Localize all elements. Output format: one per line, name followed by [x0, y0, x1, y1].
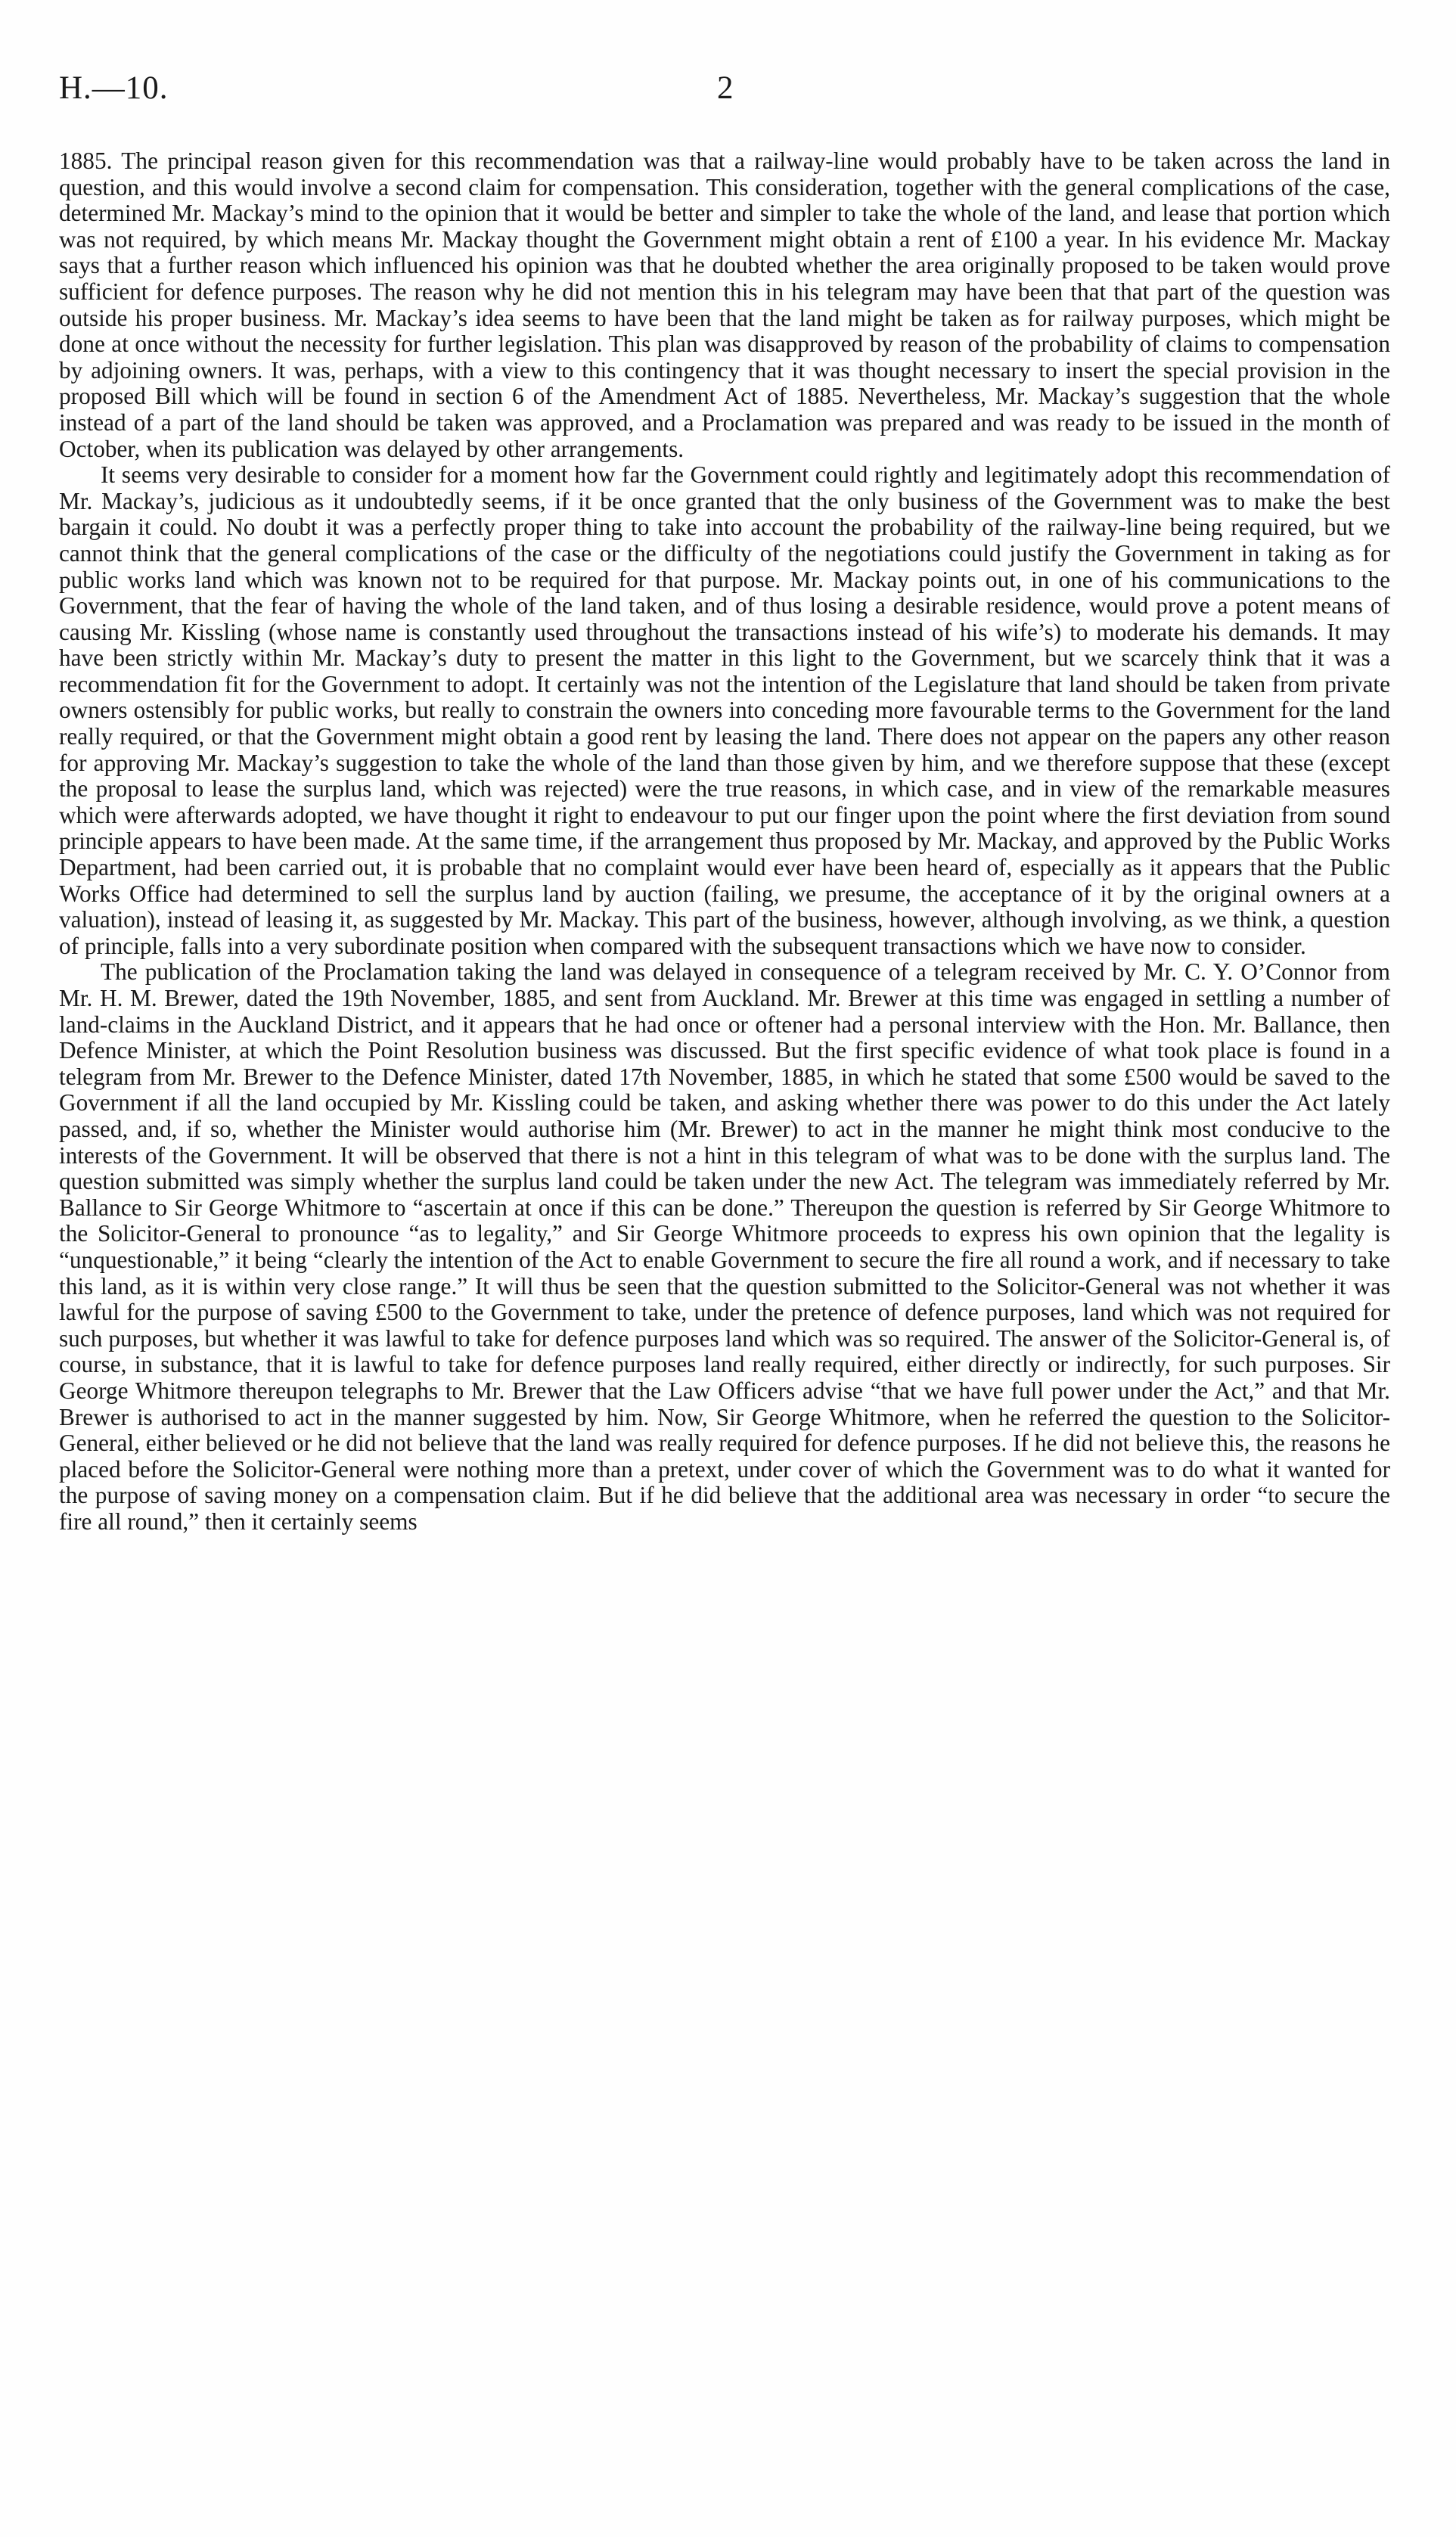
document-body: [59, 148, 1390, 1535]
paragraph: It seems very desirable to consider for a moment how far the Government could rightly and legitimately adopt this recommendation of Mr. Mackay’s, judicious as it undoubtedly seems, if it be once granted that the only business of the Government was to make the best bargain it could. No doubt it was a perfectly proper thing to take into account the probability of the railway-line being required, but we cannot think that the general complications of the case or the difficulty of the negotiations could justify the Government in taking as for public works land which was known not to be required for that purpose. Mr. Mackay points out, in one of his communications to the Government, that the fear of having the whole of the land taken, and of thus losing a desirable residence, would prove a potent means of causing Mr. Kissling (whose name is constantly used throughout the transactions instead of his wife’s) to moderate his demands. It may have been strictly within Mr. Mackay’s duty to present the matter in this light to the Government, but we scarcely think that it was a recommendation fit for the Government to adopt. It certainly was not the intention of the Legislature that land should be taken from private owners ostensibly for public works, but really to constrain the owners into conceding more favourable terms to the Government for the land really required, or that the Government might obtain a good rent by leasing the land. There does not appear on the papers any other reason for approving Mr. Mackay’s suggestion to take the whole of the land than those given by him, and we therefore suppose that these (except the proposal to lease the surplus land, which was rejected) were the true reasons, in which case, and in view of the remarkable measures which were afterwards adopted, we have thought it right to endeavour to put our finger upon the point where the first deviation from sound principle appears to have been made. At the same time, if the arrangement thus proposed by Mr. Mackay, and approved by the Public Works Department, had been carried out, it is probable that no complaint would ever have been heard of, especially as it appears that the Public Works Office had determined to sell the surplus land by auction (failing, we presume, the acceptance of it by the original owners at a valuation), instead of leasing it, as suggested by Mr. Mackay. This part of the business, however, although involving, as we think, a question of principle, falls into a very subordinate position when compared with the subsequent transactions which we have now to consider.: [59, 461, 1390, 959]
paragraph-continuation: 1885. The principal reason given for this recommendation was that a railway-line would probably have to be taken across the land in question, and this would involve a second claim for compensation. This consideration, together with the general complications of the case, determined Mr. Mackay’s mind to the opinion that it would be better and simpler to take the whole of the land, and lease that portion which was not required, by which means Mr. Mackay thought the Government might obtain a rent of £100 a year. In his evidence Mr. Mackay says that a further reason which influenced his opinion was that he doubted whether the area originally proposed to be taken would prove sufficient for defence purposes. The reason why he did not mention this in his telegram may have been that that part of the question was outside his proper business. Mr. Mackay’s idea seems to have been that the land might be taken as for railway purposes, which might be done at once without the necessity for further legislation. This plan was disapproved by reason of the probability of claims to compensation by adjoining owners. It was, perhaps, with a view to this contingency that it was thought necessary to insert the special provision in the proposed Bill which will be found in section 6 of the Amendment Act of 1885. Nevertheless, Mr. Mackay’s suggestion that the whole instead of a part of the land should be taken was approved, and a Proclamation was prepared and was ready to be issued in the month of October, when its publication was delayed by other arrangements.: [59, 148, 1390, 462]
page-header: [59, 70, 1390, 115]
paragraph: The publication of the Proclamation taking the land was delayed in consequence of a telegram received by Mr. C. Y. O’Connor from Mr. H. M. Brewer, dated the 19th November, 1885, and sent from Auckland. Mr. Brewer at this time was engaged in settling a number of land-claims in the Auckland District, and it appears that he had once or oftener had a personal interview with the Hon. Mr. Ballance, then Defence Minister, at which the Point Resolution business was discussed. But the first specific evidence of what took place is found in a telegram from Mr. Brewer to the Defence Minister, dated 17th November, 1885, in which he stated that some £500 would be saved to the Government if all the land occupied by Mr. Kissling could be taken, and asking whether there was power to do this under the Act lately passed, and, if so, whether the Minister would authorise him (Mr. Brewer) to act in the manner he might think most conducive to the interests of the Government. It will be observed that there is not a hint in this telegram of what was to be done with the surplus land. The question submitted was simply whether the surplus land could be taken under the new Act. The telegram was immediately referred by Mr. Ballance to Sir George Whitmore to “ascertain at once if this can be done.” Thereupon the question is referred by Sir George Whitmore to the Solicitor-General to pronounce “as to legality,” and Sir George Whitmore proceeds to express his own opinion that the legality is “unquestionable,” it being “clearly the intention of the Act to enable Government to secure the fire all round a work, and if necessary to take this land, as it is within very close range.” It will thus be seen that the question submitted to the Solicitor-General was not whether it was lawful for the purpose of saving £500 to the Government to take, under the pretence of defence purposes, land which was not required for such purposes, but whether it was lawful to take for defence purposes land which was so required. The answer of the Solicitor-General is, of course, in substance, that it is lawful to take for defence purposes land really required, either directly or indirectly, for such purposes. Sir George Whitmore thereupon telegraphs to Mr. Brewer that the Law Officers advise “that we have full power under the Act,” and that Mr. Brewer is authorised to act in the manner suggested by him. Now, Sir George Whitmore, when he referred the question to the Solicitor-General, either believed or he did not believe that the land was really required for defence purposes. If he did not believe this, the reasons he placed before the Solicitor-General were nothing more than a pretext, under cover of which the Government was to do what it wanted for the purpose of saving money on a compensation claim. But if he did believe that the additional area was necessary in order “to secure the fire all round,” then it certainly seems: [59, 958, 1390, 1535]
document-reference: H.—10.: [59, 70, 169, 106]
page-number: 2: [717, 70, 734, 106]
